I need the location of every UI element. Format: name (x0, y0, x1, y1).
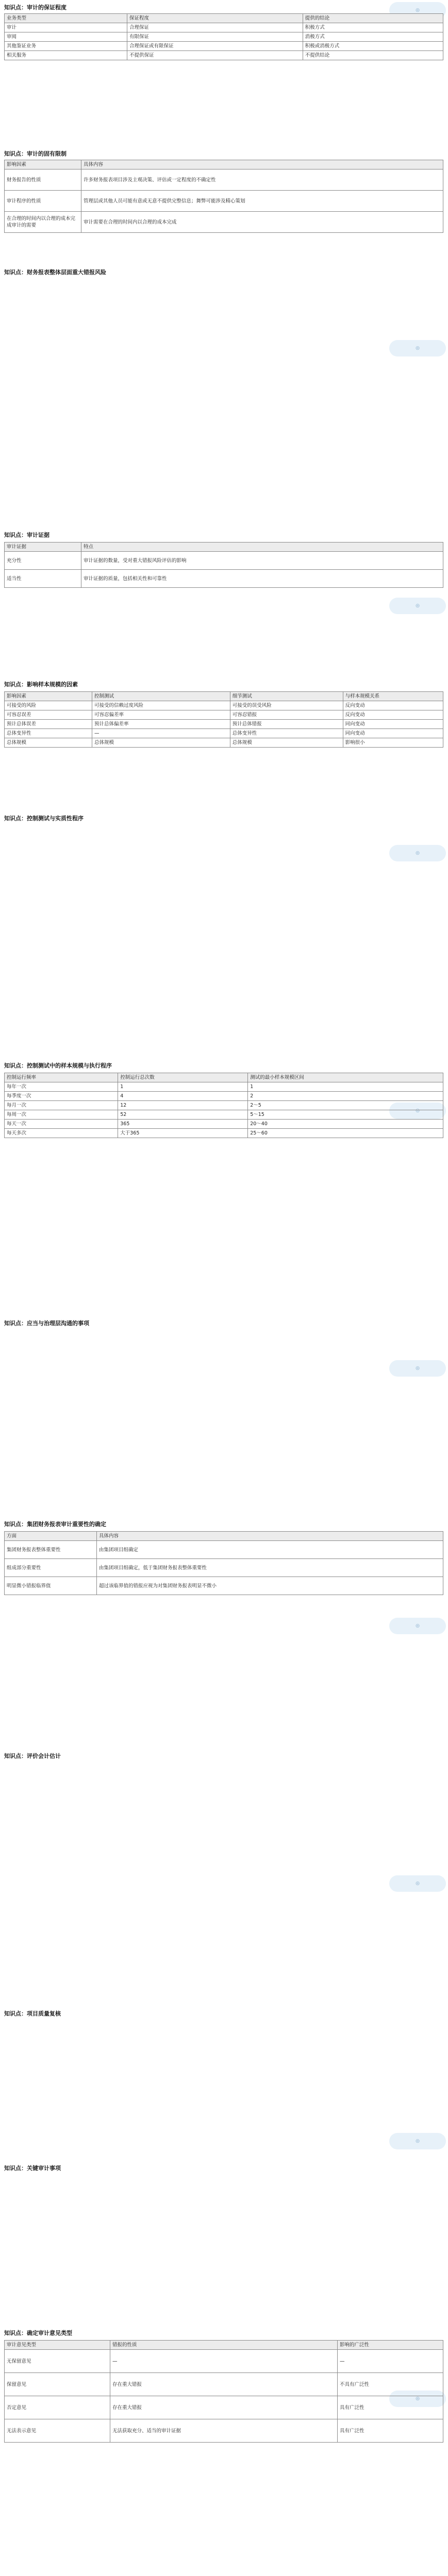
table-cell: 存在重大错报 (110, 2373, 337, 2396)
table-cell: 每天一次 (5, 1120, 118, 1129)
section-title: 知识点：评价会计估计 (4, 1753, 61, 1759)
table-cell: 每年一次 (5, 1082, 118, 1092)
table-cell: 保留意见 (5, 2373, 110, 2396)
section-title: 知识点：控制测试中的样本规模与执行程序 (4, 1062, 112, 1069)
table-cell: 总体规模 (230, 738, 343, 748)
table-cell: 25～60 (248, 1129, 443, 1138)
table-cell: 由集团项目组确定 (97, 1541, 443, 1559)
table-row (5, 1110, 443, 1120)
table-cell: 具有广泛性 (337, 2396, 443, 2419)
table-row (5, 710, 443, 720)
table-cell: 4 (118, 1092, 248, 1101)
watermark-logo: ◎ (389, 1103, 446, 1119)
watermark-logo: ◎ (389, 1618, 446, 1634)
watermark-logo: ◎ (389, 1875, 446, 1892)
table-header-cell: 控制运行频率 (5, 1073, 118, 1082)
table-group-materiality (4, 1531, 443, 1595)
table-cell: 审计证据的数量，受对重大错报风险评估的影响 (81, 552, 443, 570)
table-cell: 适当性 (5, 570, 81, 588)
table-header-cell: 审计意见类型 (5, 2341, 110, 2350)
watermark-logo: ◎ (389, 845, 446, 861)
table-cell: 大于365 (118, 1129, 248, 1138)
table-cell: 许多财务报表项目涉及主观决策、评估或一定程度的不确定性 (81, 170, 443, 191)
table-cell: 总体规模 (92, 738, 230, 748)
table-cell: 消极方式 (303, 32, 443, 42)
table-cell: 预计总体偏差率 (92, 720, 230, 729)
table-row (5, 1577, 443, 1595)
table-cell: 5～15 (248, 1110, 443, 1120)
table-cell: 集团财务报表整体重要性 (5, 1541, 97, 1559)
table-row (5, 738, 443, 748)
table-row (5, 2396, 443, 2419)
table-cell: 不提供保证 (127, 51, 303, 60)
table-cell: 审计需要在合理的时间内以合理的成本完成 (81, 212, 443, 233)
table-header-cell: 与样本规模关系 (343, 692, 443, 701)
table-row (5, 2373, 443, 2396)
table-cell: 管理层或其他人员可能有意或无意不提供完整信息；舞弊可能涉及精心策划 (81, 191, 443, 212)
table-row (5, 701, 443, 710)
table-cell: 反向变动 (343, 701, 443, 710)
section-title: 知识点：控制测试与实质性程序 (4, 815, 84, 822)
table-cell: 每季度一次 (5, 1092, 118, 1101)
table-header-cell: 影响因素 (5, 160, 81, 170)
watermark-logo: ◎ (389, 1360, 446, 1377)
table-cell: 审计证据的质量，包括相关性和可靠性 (81, 570, 443, 588)
table-row (5, 570, 443, 588)
table-cell: 总体规模 (5, 738, 92, 748)
table-cell: 同向变动 (343, 729, 443, 738)
table-cell: — (337, 2350, 443, 2373)
table-cell: 审计程序的性质 (5, 191, 81, 212)
watermark-logo: ◎ (389, 2133, 446, 2149)
section-title: 知识点：影响样本规模的因素 (4, 681, 78, 688)
table-header-cell: 保证程度 (127, 14, 303, 23)
table-cell: 365 (118, 1120, 248, 1129)
table-cell: 可容忍错报 (230, 710, 343, 720)
table-header-cell: 细节测试 (230, 692, 343, 701)
table-cell: 可接受的信赖过度风险 (92, 701, 230, 710)
table-audit-evidence (4, 542, 443, 588)
watermark-logo: ◎ (389, 598, 446, 614)
table-cell: 可接受的风险 (5, 701, 92, 710)
table-row (5, 1120, 443, 1129)
table-cell: 无保留意见 (5, 2350, 110, 2373)
table-cell: — (110, 2350, 337, 2373)
table-header-cell: 提供的结论 (303, 14, 443, 23)
table-header-cell: 方面 (5, 1532, 97, 1541)
table-header-cell: 控制运行总次数 (118, 1073, 248, 1082)
table-control-frequency (4, 1073, 443, 1138)
table-header-cell: 具体内容 (81, 160, 443, 170)
table-row (5, 1092, 443, 1101)
table-cell: 否定意见 (5, 2396, 110, 2419)
table-header-cell: 控制测试 (92, 692, 230, 701)
section-title: 知识点：审计的固有限制 (4, 150, 67, 157)
table-header-cell: 特点 (81, 543, 443, 552)
table-cell: 每周一次 (5, 1110, 118, 1120)
table-cell: 不提供结论 (303, 51, 443, 60)
table-cell: 每天多次 (5, 1129, 118, 1138)
table-cell: 相关服务 (5, 51, 127, 60)
table-cell: 可容忍误差 (5, 710, 92, 720)
table-row (5, 1101, 443, 1110)
watermark-logo: ◎ (389, 2391, 446, 2407)
table-row (5, 42, 443, 51)
table-row (5, 552, 443, 570)
section-title: 知识点：项目质量复核 (4, 2010, 61, 2017)
section-title: 知识点：财务报表整体层面重大错报风险 (4, 269, 106, 276)
table-row (5, 1129, 443, 1138)
table-row (5, 191, 443, 212)
table-cell: 52 (118, 1110, 248, 1120)
table-cell: 不具有广泛性 (337, 2373, 443, 2396)
table-cell: 12 (118, 1101, 248, 1110)
table-cell: 积极或消极方式 (303, 42, 443, 51)
table-cell: 组成部分重要性 (5, 1559, 97, 1577)
table-cell: 在合理的时间内以合理的成本完成审计的需要 (5, 212, 81, 233)
table-assurance-level (4, 13, 443, 60)
table-cell: 审计 (5, 23, 127, 32)
table-cell: 20～40 (248, 1120, 443, 1129)
table-cell: 影响很小 (343, 738, 443, 748)
table-header-cell: 业务类型 (5, 14, 127, 23)
table-cell: 无法表示意见 (5, 2419, 110, 2443)
table-cell: 1 (248, 1082, 443, 1092)
table-cell: 总体变异性 (230, 729, 343, 738)
table-cell: 合理保证或有限保证 (127, 42, 303, 51)
section-title: 知识点：应当与治理层沟通的事项 (4, 1320, 89, 1327)
table-cell: 由集团项目组确定，低于集团财务报表整体重要性 (97, 1559, 443, 1577)
table-header-cell: 影响的广泛性 (337, 2341, 443, 2350)
table-cell: 无法获取充分、适当的审计证据 (110, 2419, 337, 2443)
table-cell: 积极方式 (303, 23, 443, 32)
table-cell: 具有广泛性 (337, 2419, 443, 2443)
table-sample-size-factors (4, 691, 443, 748)
section-title: 知识点：关键审计事项 (4, 2165, 61, 2172)
section-title: 知识点：确定审计意见类型 (4, 2330, 72, 2336)
table-row (5, 2350, 443, 2373)
table-header-cell: 错报的性质 (110, 2341, 337, 2350)
table-row (5, 1541, 443, 1559)
section-title: 知识点：集团财务报表审计重要性的确定 (4, 1521, 106, 1528)
table-cell: 2 (248, 1092, 443, 1101)
table-row (5, 212, 443, 233)
table-cell: 可接受的误受风险 (230, 701, 343, 710)
table-row (5, 2419, 443, 2443)
table-cell: 同向变动 (343, 720, 443, 729)
table-row (5, 1559, 443, 1577)
table-cell: 预计总体错报 (230, 720, 343, 729)
table-header-cell: 影响因素 (5, 692, 92, 701)
table-cell: 有限保证 (127, 32, 303, 42)
table-cell: 充分性 (5, 552, 81, 570)
section-title: 知识点：审计的保证程度 (4, 4, 67, 11)
table-cell: 财务报告的性质 (5, 170, 81, 191)
table-cell: 2～5 (248, 1101, 443, 1110)
table-audit-opinion (4, 2340, 443, 2443)
table-cell: 反向变动 (343, 710, 443, 720)
table-inherent-limitations (4, 160, 443, 233)
table-row (5, 1082, 443, 1092)
watermark-logo: ◎ (389, 2, 446, 19)
table-row (5, 170, 443, 191)
table-row (5, 729, 443, 738)
table-header-cell: 测试的最小样本规模区间 (248, 1073, 443, 1082)
table-row (5, 51, 443, 60)
table-row (5, 720, 443, 729)
table-cell: 1 (118, 1082, 248, 1092)
table-cell: 超过该临界值的错报应视为对集团财务报表明显不微小 (97, 1577, 443, 1595)
table-cell: 明显微小错报临界值 (5, 1577, 97, 1595)
table-cell: 总体变异性 (5, 729, 92, 738)
watermark-logo: ◎ (389, 340, 446, 357)
table-header-cell: 具体内容 (97, 1532, 443, 1541)
table-cell: 存在重大错报 (110, 2396, 337, 2419)
table-cell: 可容忍偏差率 (92, 710, 230, 720)
table-header-cell: 审计证据 (5, 543, 81, 552)
table-cell: — (92, 729, 230, 738)
section-title: 知识点：审计证据 (4, 532, 49, 538)
table-cell: 其他鉴证业务 (5, 42, 127, 51)
table-cell: 每月一次 (5, 1101, 118, 1110)
table-cell: 预计总体误差 (5, 720, 92, 729)
table-row (5, 32, 443, 42)
table-cell: 审阅 (5, 32, 127, 42)
table-row (5, 23, 443, 32)
table-cell: 合理保证 (127, 23, 303, 32)
